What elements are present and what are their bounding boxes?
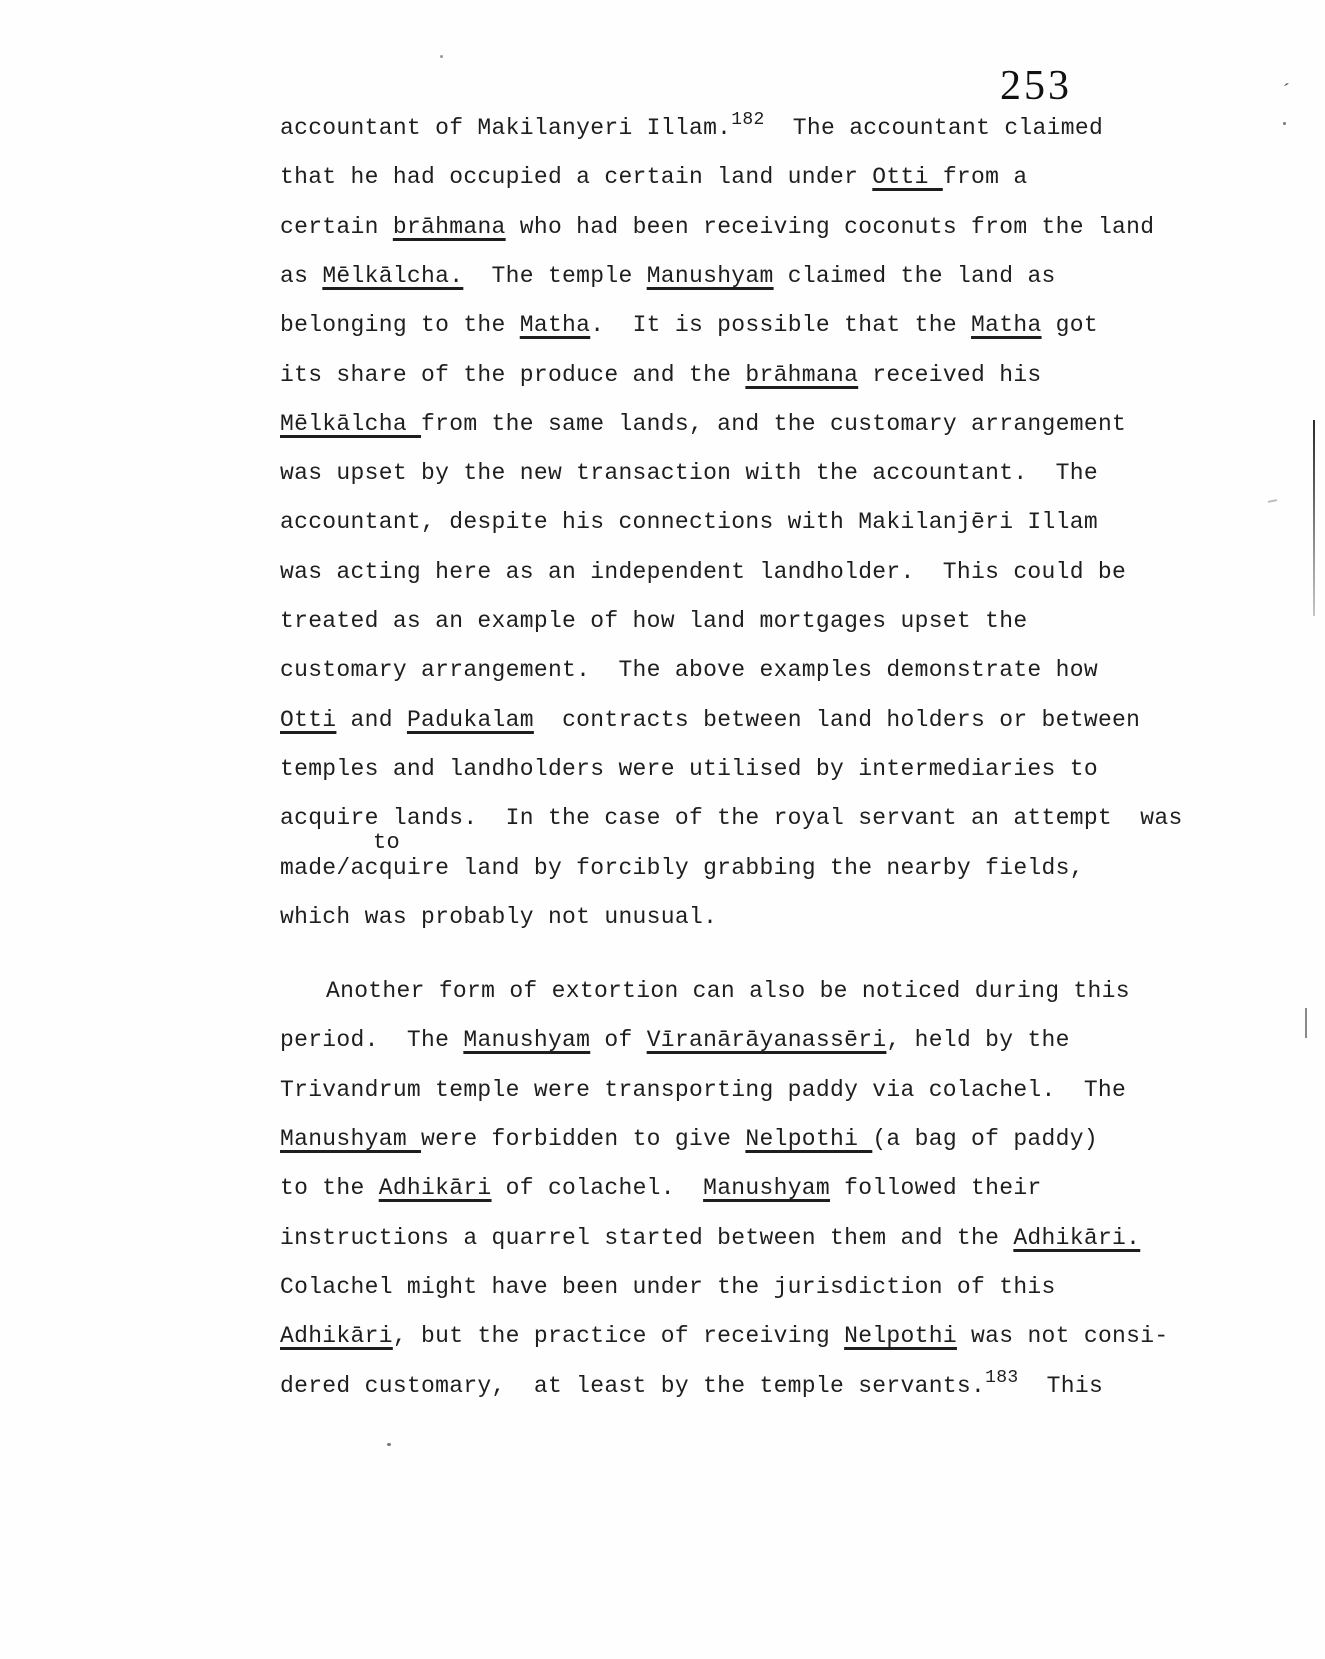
text-line <box>280 1177 1042 1200</box>
text-segment: was upset by the new transaction with the accountant. The <box>280 460 1098 487</box>
text-line <box>280 110 1104 141</box>
scan-artifact-dot <box>440 55 443 58</box>
text-line <box>280 1273 1056 1300</box>
underlined-term: Adhikāri <box>378 1175 492 1202</box>
text-segment: Another form of extortion can also be noticed during this <box>326 978 1130 1005</box>
text-segment: Colachel might have been under the jurisdiction of this <box>280 1273 1056 1300</box>
text-line <box>280 1128 1098 1151</box>
underlined-term: brāhmana <box>745 361 859 388</box>
footnote-ref: 183 <box>985 1367 1019 1388</box>
text-line <box>280 807 1183 830</box>
text-line <box>326 980 1130 1003</box>
underlined-term: Nelpothi <box>844 1323 957 1350</box>
text-segment: were forbidden to give <box>421 1126 746 1152</box>
text-segment: to the <box>280 1175 379 1202</box>
underlined-term: Otti <box>280 706 337 733</box>
text-segment: instructions a quarrel started between them and the <box>280 1224 1014 1251</box>
text-line <box>280 610 1027 633</box>
underlined-term: Adhikāri. <box>1013 1224 1141 1251</box>
text-segment: acquire lands. In the case of the royal servant an attempt was <box>280 805 1183 832</box>
text-line <box>280 1325 1168 1348</box>
underlined-term: Padukalam <box>406 706 534 733</box>
underlined-term: Vīranārāyanassēri <box>646 1027 887 1054</box>
text-segment: belonging to the <box>280 312 520 339</box>
text-segment: The temple <box>463 262 647 289</box>
underlined-term: Nelpothi <box>745 1126 873 1152</box>
text-line <box>280 706 1141 733</box>
footnote-ref: 182 <box>731 110 765 130</box>
scan-artifact-dash <box>1268 499 1277 503</box>
page-number: 253 <box>1000 63 1072 109</box>
text-line <box>280 1076 1127 1103</box>
inserted-correction-line <box>373 832 400 854</box>
underlined-term: Manushyam <box>703 1175 831 1202</box>
text-segment: period. The <box>280 1027 464 1054</box>
underlined-term: Mēlkālcha. <box>322 262 464 289</box>
text-segment: of <box>590 1027 647 1054</box>
text-line <box>280 755 1098 782</box>
scan-artifact-tick <box>1305 1008 1307 1038</box>
text-segment: and <box>336 706 407 733</box>
text-line <box>280 558 1127 585</box>
text-segment: dered customary, at least by the temple servants. <box>280 1372 986 1399</box>
text-segment: received his <box>858 361 1042 388</box>
text-segment: got <box>1041 312 1098 339</box>
text-segment: followed their <box>830 1175 1042 1202</box>
scan-artifact-mark: ´ <box>1280 79 1291 103</box>
text-segment: made/acquire land by forcibly grabbing the nearby fields, <box>280 854 1084 881</box>
text-segment: . It is possible that the <box>590 312 972 339</box>
text-segment: Trivandrum temple were transporting paddy via colachel. The <box>280 1076 1127 1103</box>
text-line <box>280 903 718 930</box>
text-line <box>280 659 1098 682</box>
text-line <box>280 314 1098 337</box>
text-line <box>280 1367 1104 1399</box>
text-segment: which was probably not unusual. <box>280 903 718 930</box>
text-segment: its share of the produce and the <box>280 361 746 388</box>
underlined-term: Otti <box>872 164 943 191</box>
text-line <box>280 361 1042 388</box>
text-segment: was acting here as an independent landholder. This could be <box>280 558 1127 585</box>
underlined-term: Manushyam <box>646 262 774 289</box>
text-line <box>280 262 1056 289</box>
text-segment: as <box>280 262 323 289</box>
text-segment: from the same lands, and the customary arrangement <box>421 410 1127 437</box>
underlined-term: Manushyam <box>463 1027 591 1054</box>
text-segment: accountant, despite his connections with Makilanjēri Illam <box>280 509 1098 536</box>
underlined-term: Adhikāri <box>280 1323 393 1350</box>
text-segment: , held by the <box>886 1027 1070 1054</box>
text-line <box>280 462 1098 485</box>
text-segment: temples and landholders were utilised by intermediaries to <box>280 755 1098 782</box>
text-line <box>280 854 1084 881</box>
underlined-term: Mēlkālcha <box>280 410 422 437</box>
text-line <box>280 410 1127 437</box>
text-segment: from a <box>942 164 1028 191</box>
text-line <box>280 511 1098 534</box>
underlined-term: Matha <box>519 312 591 339</box>
text-segment: that he had occupied a certain land under <box>280 164 873 191</box>
text-segment: contracts between land holders or between <box>533 706 1141 733</box>
text-segment: of colachel. <box>491 1175 704 1202</box>
scan-artifact-dot <box>387 1443 391 1446</box>
text-segment: was not consi- <box>956 1323 1169 1350</box>
underlined-term: Manushyam <box>280 1126 422 1152</box>
text-line <box>280 1029 1070 1052</box>
underlined-term: Matha <box>971 312 1042 339</box>
underlined-term: brāhmana <box>392 213 506 240</box>
text-segment: treated as an example of how land mortgages upset the <box>280 608 1028 634</box>
text-segment: , but the practice of receiving <box>392 1323 845 1350</box>
text-segment: (a bag of paddy) <box>872 1126 1098 1152</box>
text-line <box>280 166 1027 189</box>
text-segment: to <box>373 830 401 856</box>
scan-artifact-vertical-line <box>1313 420 1315 616</box>
text-segment: certain <box>280 213 393 240</box>
text-segment: This <box>1018 1372 1104 1399</box>
text-segment: accountant of Makilanyeri Illam. <box>280 115 732 141</box>
text-line <box>280 1224 1141 1251</box>
text-segment: customary arrangement. The above examples demonstrate how <box>280 657 1098 684</box>
text-segment: claimed the land as <box>773 262 1056 289</box>
text-segment: The accountant claimed <box>764 115 1104 141</box>
scan-artifact-dot <box>1283 122 1286 125</box>
text-segment: who had been receiving coconuts from the land <box>505 213 1155 240</box>
text-line <box>280 213 1155 240</box>
